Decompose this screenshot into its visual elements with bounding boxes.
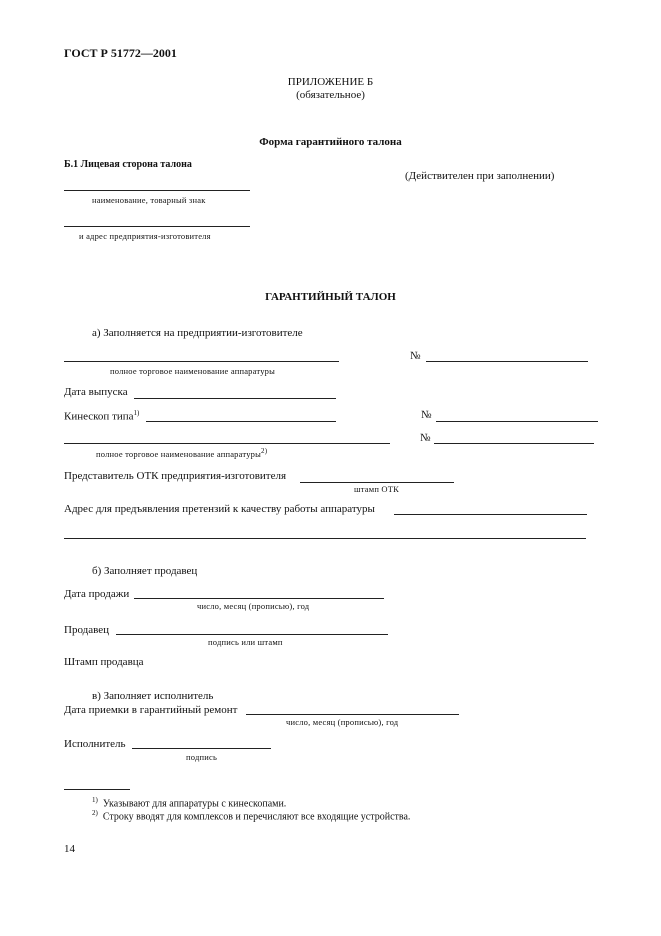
caption-product-2: [96, 447, 267, 459]
claims-address-label: Адрес для предъявления претензий к качеству работы аппаратуры: [64, 503, 375, 515]
part-a-heading: а) Заполняется на предприятии-изготовителе: [92, 327, 303, 339]
release-date-line: [134, 398, 336, 399]
caption-sale-date: число, месяц (прописью), год: [197, 601, 310, 611]
sale-date-line: [134, 598, 384, 599]
executor-line: [132, 748, 271, 749]
manufacturer-name-line: [64, 190, 250, 191]
kinescope-footnote-mark: 1): [133, 409, 140, 417]
footnote-1-text: Указывают для аппаратуры с кинескопами.: [102, 798, 287, 810]
number-sign: №: [410, 350, 421, 362]
footnote-2: [92, 809, 410, 822]
kinescope-label-text: Кинескоп типа: [64, 410, 134, 423]
footnote-1-mark: 1): [92, 796, 98, 804]
sale-date-label: Дата продажи: [64, 588, 130, 600]
kinescope-number-sign: №: [421, 409, 432, 421]
caption-product-2-text: полное торговое наименование аппаратуры: [96, 448, 262, 459]
otk-label: Представитель ОТК предприятия-изготовителя: [64, 470, 287, 482]
caption-executor: подпись: [186, 752, 218, 762]
standard-header: ГОСТ Р 51772—2001: [64, 46, 177, 60]
footnote-1: [92, 796, 286, 809]
claims-address-line-2: [64, 538, 586, 539]
caption-product-name: полное торговое наименование аппаратуры: [110, 366, 276, 376]
footnote-2-text: Строку вводят для комплексов и перечисляют все входящие устройства.: [102, 811, 411, 823]
part-c-heading: в) Заполняет исполнитель: [92, 690, 214, 702]
kinescope-label: [64, 409, 139, 423]
caption-otk: штамп ОТК: [354, 484, 399, 494]
caption-repair-date: число, месяц (прописью), год: [286, 717, 399, 727]
kinescope-type-line: [146, 421, 336, 422]
product-number-line: [426, 361, 588, 362]
caption-manufacturer-address: и адрес предприятия-изготовителя: [79, 231, 211, 241]
kinescope-number-line: [436, 421, 598, 422]
claims-address-line-1: [394, 514, 587, 515]
footnote-2-mark: 2): [92, 809, 98, 817]
form-title: Форма гарантийного талона: [259, 136, 402, 148]
appendix-title: ПРИЛОЖЕНИЕ Б: [287, 76, 374, 88]
executor-label: Исполнитель: [64, 738, 126, 750]
caption-manufacturer-name: наименование, товарный знак: [92, 195, 206, 205]
seller-label: Продавец: [64, 624, 110, 636]
product-2-footnote-mark: 2): [261, 447, 268, 455]
caption-seller: подпись или штамп: [208, 637, 283, 647]
coupon-title: ГАРАНТИЙНЫЙ ТАЛОН: [265, 291, 396, 303]
part-b-heading: б) Заполняет продавец: [92, 565, 198, 577]
repair-date-line: [246, 714, 459, 715]
manufacturer-address-line: [64, 226, 250, 227]
appendix-status: (обязательное): [296, 89, 365, 101]
section-b1-title: Б.1 Лицевая сторона талона: [64, 159, 192, 170]
footnote-separator: [64, 789, 130, 790]
page-number: 14: [64, 843, 75, 855]
product-2-number-line: [434, 443, 594, 444]
otk-line: [300, 482, 454, 483]
product-2-name-line: [64, 443, 390, 444]
product-2-number-sign: №: [420, 432, 431, 444]
repair-date-label: Дата приемки в гарантийный ремонт: [64, 704, 238, 716]
product-name-line: [64, 361, 339, 362]
validity-note: (Действителен при заполнении): [405, 170, 555, 182]
seller-stamp-label: Штамп продавца: [64, 656, 144, 668]
release-date-label: Дата выпуска: [64, 386, 128, 398]
seller-line: [116, 634, 388, 635]
